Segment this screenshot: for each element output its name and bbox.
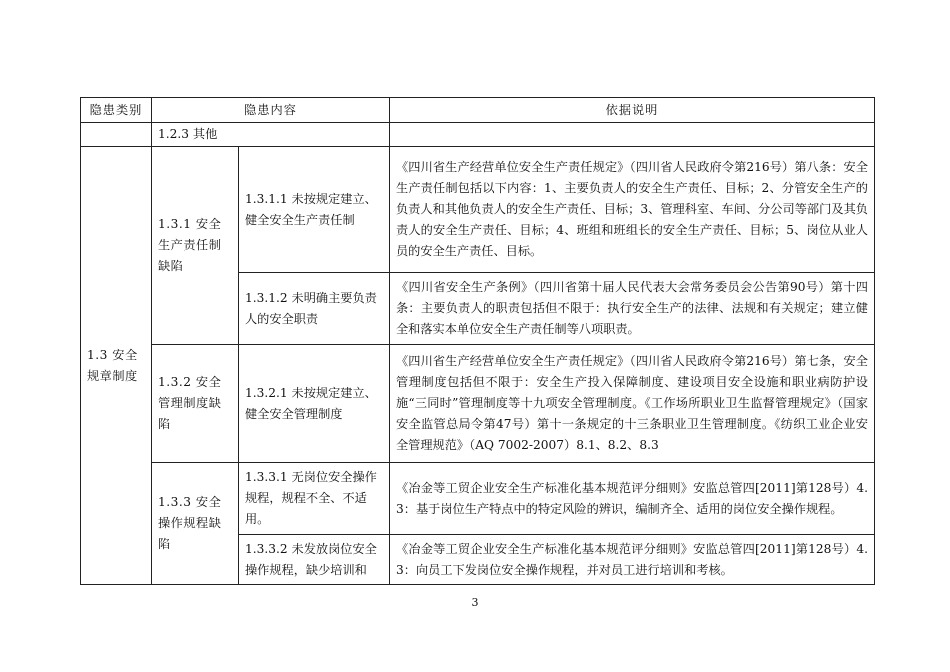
sub-1-3-3: 1.3.3 安全操作规程缺陷: [152, 463, 239, 585]
item-1-2-3: 1.2.3 其他: [152, 123, 390, 147]
category-1-3: 1.3 安全规章制度: [81, 147, 152, 585]
hazard-table: [80, 97, 875, 585]
basis-1-3-3-1: 《冶金等工贸企业安全生产标准化基本规范评分细则》安监总管四[2011]第128号）4.3：基于岗位生产特点中的特定风险的辨识，编制齐全、适用的岗位安全操作规程。: [390, 463, 875, 535]
header-basis: 依据说明: [390, 98, 875, 123]
item-1-3-1-2: 1.3.1.2 未明确主要负责人的安全职责: [239, 273, 390, 345]
basis-1-3-3-2: 《冶金等工贸企业安全生产标准化基本规范评分细则》安监总管四[2011]第128号）4.3：向员工下发岗位安全操作规程，并对员工进行培训和考核。: [390, 535, 875, 585]
header-category: 隐患类别: [81, 98, 152, 123]
basis-1-3-2-1: 《四川省生产经营单位安全生产责任规定》（四川省人民政府令第216号）第七条，安全管理制度包括但不限于：安全生产投入保障制度、建设项目安全设施和职业病防护设施“三同时”管理制度等十九项安全管理制度。《工作场所职业卫生监督管理规定》（国家安全监管总局令第47号）第十一条规定的十三条职业卫生管理制度。《纺织工业企业安全管理规范》（AQ 7002-2007）8.1、8.2、8.3: [390, 345, 875, 463]
basis-1-3-1-2: 《四川省安全生产条例》（四川省第十届人民代表大会常务委员会公告第90号）第十四条：主要负责人的职责包括但不限于：执行安全生产的法律、法规和有关规定；建立健全和落实本单位安全生产责任制等八项职责。: [390, 273, 875, 345]
table-row: [81, 463, 875, 535]
category-cell-empty: [81, 123, 152, 147]
sub-1-3-2: 1.3.2 安全管理制度缺陷: [152, 345, 239, 463]
header-content: 隐患内容: [152, 98, 390, 123]
page-number: 3: [471, 596, 479, 609]
item-1-3-2-1: 1.3.2.1 未按规定建立、健全安全管理制度: [239, 345, 390, 463]
item-1-3-1-1: 1.3.1.1 未按规定建立、健全安全生产责任制: [239, 147, 390, 273]
table-row: [81, 147, 875, 273]
item-1-3-3-2: 1.3.3.2 未发放岗位安全操作规程，缺少培训和: [239, 535, 390, 585]
basis-cell-empty: [390, 123, 875, 147]
table-header-row: [81, 98, 875, 123]
table-row: [81, 345, 875, 463]
sub-1-3-1: 1.3.1 安全生产责任制缺陷: [152, 147, 239, 345]
basis-1-3-1-1: 《四川省生产经营单位安全生产责任规定》（四川省人民政府令第216号）第八条：安全生产责任制包括以下内容：1、主要负责人的安全生产责任、目标；2、分管安全生产的负责人和其他负责人的安全生产责任、目标；3、管理科室、车间、分公司等部门及其负责人的安全生产责任、目标；4、班组和班组长的安全生产责任、目标；5、岗位从业人员的安全生产责任、目标。: [390, 147, 875, 273]
table-row: [81, 123, 875, 147]
item-1-3-3-1: 1.3.3.1 无岗位安全操作规程，规程不全、不适用。: [239, 463, 390, 535]
